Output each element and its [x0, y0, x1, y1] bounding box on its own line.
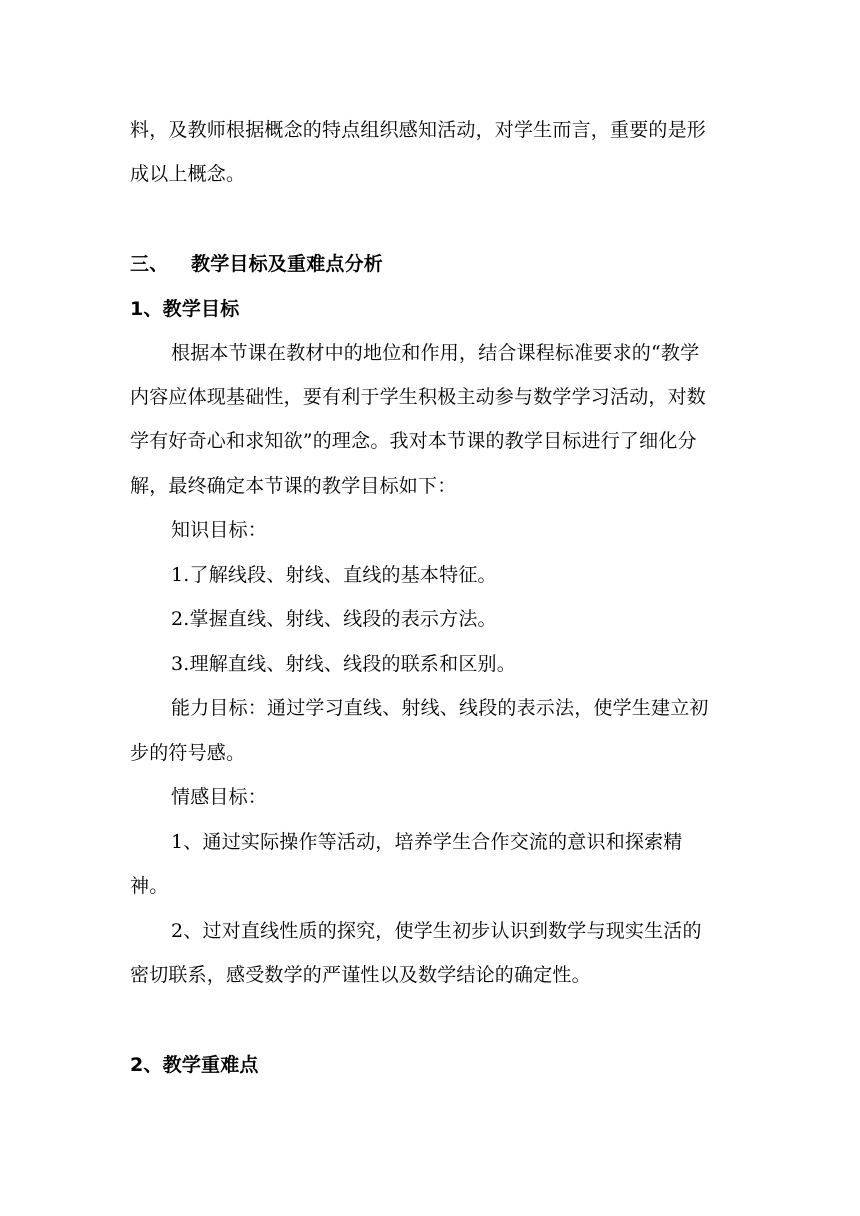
emotion-goal-item: 密切联系，感受数学的严谨性以及数学结论的确定性。: [130, 964, 591, 986]
paragraph-line: 解，最终确定本节课的教学目标如下：: [130, 475, 457, 497]
section-heading: [130, 252, 383, 276]
paragraph-line: 内容应体现基础性，要有利于学生积极主动参与数学学习活动，对数: [130, 386, 707, 408]
knowledge-goal-item: 2.掌握直线、射线、线段的表示方法。: [171, 608, 497, 630]
subsection-heading: 2、教学重难点: [130, 1054, 259, 1076]
section-number: 三、: [130, 253, 169, 275]
knowledge-goal-item: 3.理解直线、射线、线段的联系和区别。: [171, 653, 516, 675]
ability-goal-line: 步的符号感。: [130, 742, 246, 764]
emotion-goal-item: 1、通过实际操作等活动，培养学生合作交流的意识和探索精: [171, 831, 683, 853]
paragraph-line: 学有好奇心和求知欲”的理念。我对本节课的教学目标进行了细化分: [130, 430, 697, 452]
knowledge-goal-item: 1.了解线段、射线、直线的基本特征。: [171, 564, 497, 586]
paragraph-line: 根据本节课在教材中的地位和作用，结合课程标准要求的“教学: [171, 342, 700, 364]
subsection-heading: 1、教学目标: [130, 298, 240, 320]
emotion-goal-item: 2、过对直线性质的探究，使学生初步认识到数学与现实生活的: [171, 920, 702, 942]
paragraph-line: 料，及教师根据概念的特点组织感知活动，对学生而言，重要的是形: [130, 119, 707, 141]
knowledge-goal-label: 知识目标：: [171, 519, 268, 541]
ability-goal-line: 能力目标：通过学习直线、射线、线段的表示法，使学生建立初: [171, 697, 709, 719]
emotion-goal-label: 情感目标：: [171, 786, 268, 808]
section-title: 教学目标及重难点分析: [191, 253, 384, 275]
emotion-goal-item: 神。: [130, 875, 169, 897]
paragraph-line: 成以上概念。: [130, 163, 246, 185]
